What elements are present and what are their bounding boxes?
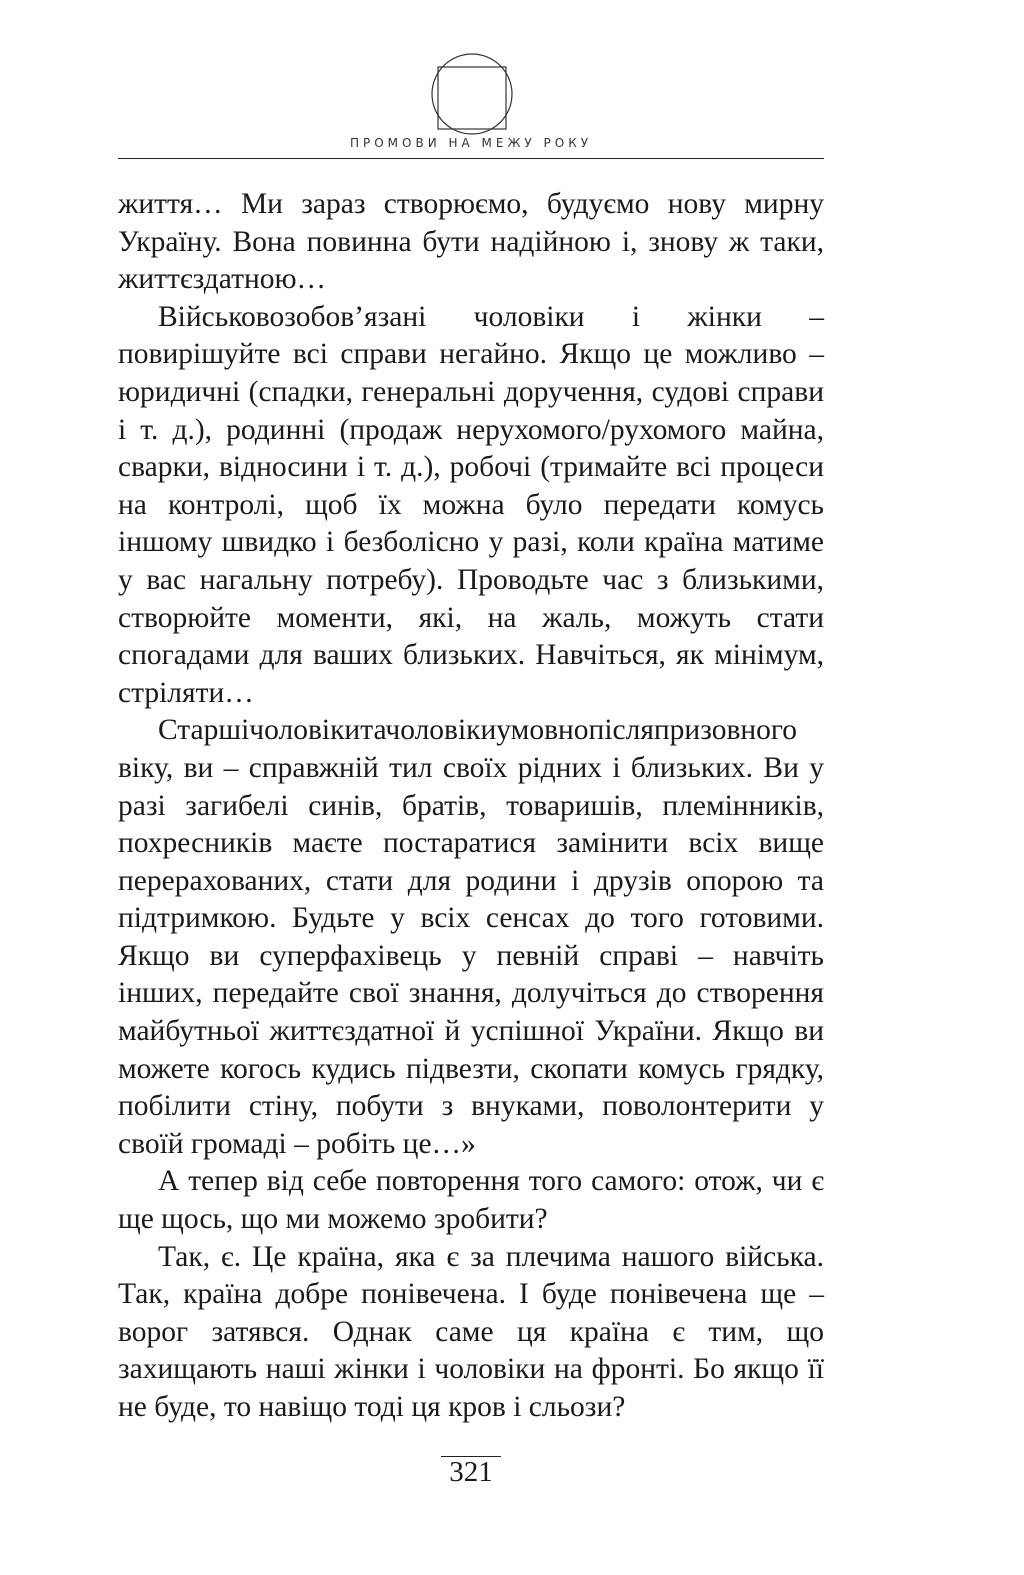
- body-text: [118, 186, 824, 1427]
- paragraph: життя… Ми зараз створюємо, будуємо нову мирну Україну. Вона повинна бути надійною і, знову ж таки, життєздатною…: [118, 188, 824, 296]
- running-head: ПРОМОВИ НА МЕЖУ РОКУ: [349, 136, 593, 150]
- paragraph: Старшічоловікитачоловікиумовнопісляпризовного віку, ви – справжній тил своїх рідних і близьких. Ви у разі загибелі синів, братів, товаришів, племінників, похресників маєте постаратися замінити всіх вище перерахованих, стати для родини і друзів опорою та підтримкою. Будьте у всіх сенсах до того готовими. Якщо ви суперфахівець у певній справі – навчіть інших, передайте свої знання, долучіться до створення майбутньої життєздатної й успішної України. Якщо ви можете когось кудись підвезти, скопати комусь грядку, побілити стіну, побути з внуками, поволонтерити у своїй громаді – робіть це…»: [118, 714, 824, 1160]
- circle-square-emblem-icon: [430, 52, 514, 136]
- paragraph: А тепер від себе повторення того самого: отож, чи є ще щось, що ми можемо зробити?: [118, 1165, 824, 1236]
- paragraph: Військовозобов’язані чоловіки і жінки – повирішуйте всі справи негайно. Якщо це можливо – юридичні (спадки, генеральні доручення, судові справи і т. д.), родинні (продаж нерухомого/рухомого майна, сварки, відносини і т. д.), робочі (тримайте всі процеси на контролі, щоб їх можна було передати комусь іншому швидко і безболісно у разі, коли країна матиме у вас нагальну потребу). Проводьте час з близькими, створюйте моменти, які, на жаль, можуть стати спогадами для ваших близьких. Навчіться, як мінімум, стріляти…: [118, 300, 824, 709]
- paragraph: Так, є. Це країна, яка є за плечима нашого війська. Так, країна добре понівечена. І буде понівечена ще – ворог затявся. Однак саме ця країна є тим, що захищають наші жінки і чоловіки на фронті. Бо якщо її не буде, то навіщо тоді ця кров і сльози?: [118, 1240, 824, 1423]
- page-number: 321: [441, 1456, 501, 1487]
- header-rule: [118, 158, 824, 159]
